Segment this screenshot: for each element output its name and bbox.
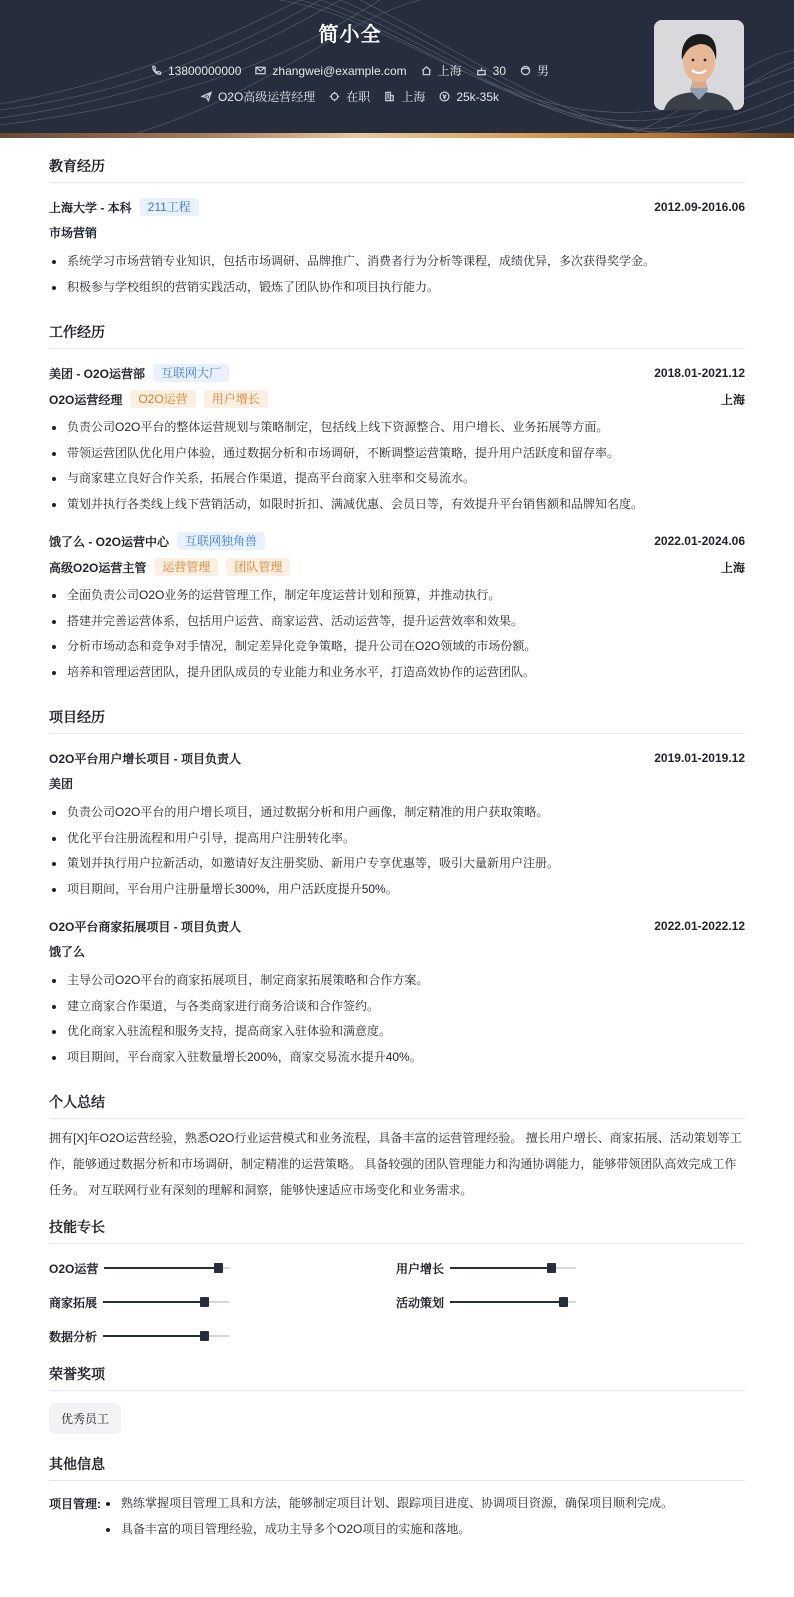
work-entry xyxy=(49,361,745,517)
section-title: 教育经历 xyxy=(49,156,745,183)
bullet-item: 负责公司O2O平台的用户增长项目，通过数据分析和用户画像，制定精准的用户获取策略。 xyxy=(49,800,745,826)
section-title: 个人总结 xyxy=(49,1092,745,1119)
work-date: 2018.01-2021.12 xyxy=(654,366,745,380)
skills-grid xyxy=(49,1254,745,1350)
bullet-item: 积极参与学校组织的营销实践活动，锻炼了团队协作和项目执行能力。 xyxy=(49,275,745,301)
skill-level-thumb xyxy=(200,1331,209,1341)
skill-level-thumb xyxy=(200,1297,209,1307)
status-icon xyxy=(329,91,340,102)
skill-item xyxy=(396,1254,743,1282)
contact-info-row xyxy=(0,62,700,79)
skill-name: 数据分析 xyxy=(49,1329,98,1344)
bullet-item: 主导公司O2O平台的商家拓展项目，制定商家拓展策略和合作方案。 xyxy=(49,968,745,994)
work-bullets xyxy=(49,583,745,685)
bullet-item: 建立商家合作渠道，与各类商家进行商务洽谈和合作签约。 xyxy=(49,994,745,1020)
company-tag: 互联网大厂 xyxy=(153,364,229,382)
work-section xyxy=(49,322,745,685)
section-title: 工作经历 xyxy=(49,322,745,349)
section-title: 项目经历 xyxy=(49,707,745,734)
candidate-name: 简小全 xyxy=(318,24,382,46)
company-name: 美团 - O2O运营部 xyxy=(49,366,146,381)
project-bullets xyxy=(49,968,745,1070)
school-name: 上海大学 - 本科 xyxy=(49,200,132,215)
target-position-item: O2O高级运营经理 xyxy=(201,88,315,105)
employment-status-item: 在职 xyxy=(329,88,370,105)
skill-level-bar xyxy=(103,1335,229,1337)
skill-name: 用户增长 xyxy=(396,1261,445,1276)
education-section xyxy=(49,156,745,300)
expected-salary-item: 25k-35k xyxy=(439,90,499,104)
skill-name: O2O运营 xyxy=(49,1261,99,1276)
project-entry xyxy=(49,746,745,902)
education-date: 2012.09-2016.06 xyxy=(654,200,745,214)
section-title: 其他信息 xyxy=(49,1454,745,1481)
project-org: 饿了么 xyxy=(49,945,86,959)
resume-body xyxy=(0,156,794,1542)
bullet-item: 全面负责公司O2O业务的运营管理工作，制定年度运营计划和预算，并推动执行。 xyxy=(49,583,745,609)
project-bullets xyxy=(49,800,745,902)
cake-icon xyxy=(476,65,487,76)
home-icon xyxy=(421,65,432,76)
major: 市场营销 xyxy=(49,226,98,240)
section-title: 技能专长 xyxy=(49,1217,745,1244)
avatar xyxy=(654,20,744,110)
skill-level-bar xyxy=(104,1267,230,1269)
bullet-item: 项目期间，平台用户注册量增长300%，用户活跃度提升50%。 xyxy=(49,877,745,903)
skill-level-bar xyxy=(450,1267,576,1269)
skill-name: 活动策划 xyxy=(396,1295,445,1310)
project-date: 2019.01-2019.12 xyxy=(654,751,745,765)
summary-section xyxy=(49,1092,745,1203)
skill-item xyxy=(49,1322,396,1350)
email-item: zhangwei@example.com xyxy=(255,64,406,78)
company-name: 饿了么 - O2O运营中心 xyxy=(49,534,170,549)
gender-item: 男 xyxy=(520,62,549,79)
awards-section xyxy=(49,1364,745,1434)
bullet-item: 与商家建立良好合作关系，拓展合作渠道，提高平台商家入驻率和交易流水。 xyxy=(49,466,745,492)
role-tag: O2O运营 xyxy=(130,390,195,408)
send-icon xyxy=(201,91,212,102)
skill-level-thumb xyxy=(559,1297,568,1307)
school-tag: 211工程 xyxy=(140,198,199,216)
work-location: 上海 xyxy=(720,560,745,575)
project-org: 美团 xyxy=(49,777,74,791)
gender-icon xyxy=(520,65,531,76)
work-date: 2022.01-2024.06 xyxy=(654,534,745,548)
project-date: 2022.01-2022.12 xyxy=(654,919,745,933)
award-badge: 优秀员工 xyxy=(49,1403,121,1434)
bullet-item: 项目期间，平台商家入驻数量增长200%，商家交易流水提升40%。 xyxy=(49,1045,745,1071)
skill-item xyxy=(396,1288,743,1316)
skill-level-thumb xyxy=(214,1263,223,1273)
header-accent-bar xyxy=(0,133,794,138)
bullet-item: 培养和管理运营团队，提升团队成员的专业能力和业务水平，打造高效协作的运营团队。 xyxy=(49,660,745,686)
phone-icon xyxy=(151,65,162,76)
skills-section xyxy=(49,1217,745,1350)
job-intention-row xyxy=(0,88,700,105)
section-title: 荣誉奖项 xyxy=(49,1364,745,1391)
work-bullets xyxy=(49,415,745,517)
skill-name: 商家拓展 xyxy=(49,1295,98,1310)
bullet-item: 优化商家入驻流程和服务支持，提高商家入驻体验和满意度。 xyxy=(49,1019,745,1045)
project-entry xyxy=(49,914,745,1070)
skill-item xyxy=(49,1254,396,1282)
skill-level-bar xyxy=(450,1301,576,1303)
education-bullets xyxy=(49,249,745,300)
role-title: O2O运营经理 xyxy=(49,392,123,407)
summary-text: 拥有[X]年O2O运营经验，熟悉O2O行业运营模式和业务流程，具备丰富的运营管理经验。 擅长用户增长、商家拓展、活动策划等工作，能够通过数据分析和市场调研，制定精准的运营策略。 具备较强的团队管理能力和沟通协调能力，能够带领团队高效完成工作任务。 对互联网行业有深刻的理解和洞察，能够快速适应市场变化和业务需求。 xyxy=(49,1131,742,1197)
bullet-item: 搭建并完善运营体系，包括用户运营、商家运营、活动运营等，提升运营效率和效果。 xyxy=(49,609,745,635)
other-info-item xyxy=(49,1491,745,1542)
skill-level-bar xyxy=(103,1301,229,1303)
role-tag: 运营管理 xyxy=(154,558,218,576)
bullet-item: 带领运营团队优化用户体验，通过数据分析和市场调研，不断调整运营策略，提升用户活跃度和留存率。 xyxy=(49,441,745,467)
skill-item xyxy=(49,1288,396,1316)
bullet-item: 策划并执行各类线上线下营销活动，如限时折扣、满减优惠、会员日等，有效提升平台销售额和品牌知名度。 xyxy=(49,492,745,518)
project-name: O2O平台用户增长项目 - 项目负责人 xyxy=(49,751,242,766)
projects-section xyxy=(49,707,745,1070)
resume-header xyxy=(0,0,794,138)
work-entry xyxy=(49,529,745,685)
bullet-item: 熟练掌握项目管理工具和方法，能够制定项目计划、跟踪项目进度、协调项目资源，确保项目顺利完成。 xyxy=(103,1491,673,1517)
other-info-label: 项目管理: xyxy=(49,1497,101,1511)
company-tag: 互联网独角兽 xyxy=(177,532,265,550)
project-name: O2O平台商家拓展项目 - 项目负责人 xyxy=(49,919,242,934)
age-item: 30 xyxy=(476,64,506,78)
building-icon xyxy=(384,91,395,102)
phone-item: 13800000000 xyxy=(151,64,241,78)
salary-icon xyxy=(439,91,450,102)
other-info-bullets xyxy=(103,1491,673,1542)
bullet-item: 负责公司O2O平台的整体运营规划与策略制定，包括线上线下资源整合、用户增长、业务拓展等方面。 xyxy=(49,415,745,441)
mail-icon xyxy=(255,65,266,76)
bullet-item: 系统学习市场营销专业知识，包括市场调研、品牌推广、消费者行为分析等课程，成绩优异，多次获得奖学金。 xyxy=(49,249,745,275)
profile-photo xyxy=(654,20,744,110)
role-tag: 用户增长 xyxy=(204,390,268,408)
role-tag: 团队管理 xyxy=(226,558,290,576)
education-entry xyxy=(49,195,745,300)
skill-level-thumb xyxy=(547,1263,556,1273)
bullet-item: 分析市场动态和竞争对手情况，制定差异化竞争策略，提升公司在O2O领域的市场份额。 xyxy=(49,634,745,660)
role-title: 高级O2O运营主管 xyxy=(49,560,147,575)
other-info-section xyxy=(49,1454,745,1542)
bullet-item: 优化平台注册流程和用户引导，提高用户注册转化率。 xyxy=(49,826,745,852)
bullet-item: 具备丰富的项目管理经验，成功主导多个O2O项目的实施和落地。 xyxy=(103,1517,673,1543)
bullet-item: 策划并执行用户拉新活动，如邀请好友注册奖励、新用户专享优惠等，吸引大量新用户注册。 xyxy=(49,851,745,877)
work-location: 上海 xyxy=(720,392,745,407)
target-city-item: 上海 xyxy=(384,88,425,105)
location-item: 上海 xyxy=(421,62,462,79)
